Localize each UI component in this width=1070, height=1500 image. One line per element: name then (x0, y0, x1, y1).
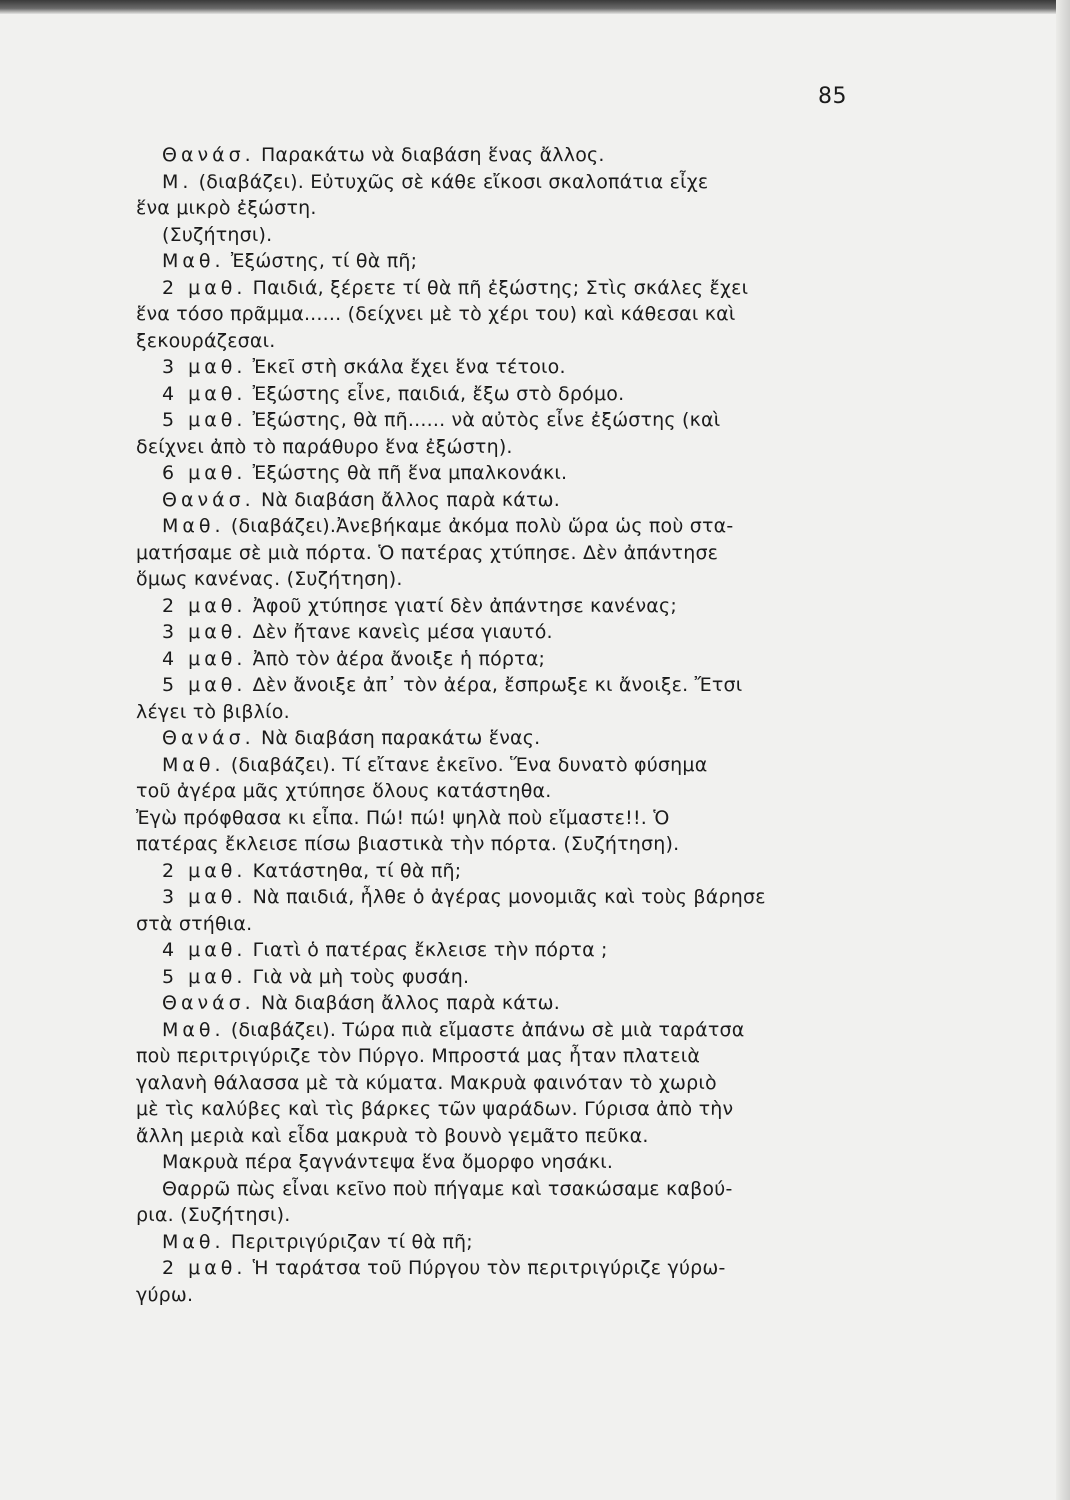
line-text: πατέρας ἔκλεισε πίσω βιαστικὰ τὴν πόρτα. (Συζήτηση). (136, 833, 680, 855)
text-line (136, 1229, 886, 1256)
text-line (136, 1043, 886, 1070)
line-text: Ἀφοῦ χτύπησε γιατί δὲν ἀπάντησε κανένας; (246, 594, 677, 617)
text-line (136, 1176, 886, 1203)
line-text: Νὰ διαβάση ἄλλος παρὰ κάτω. (254, 992, 560, 1014)
line-text: Ἐκεῖ στὴ σκάλα ἔχει ἕνα τέτοιο. (246, 356, 566, 378)
line-text: Θαρρῶ πὼς εἶναι κεῖνο ποὺ πήγαμε καὶ τσακώσαμε καβού- (162, 1177, 733, 1200)
text-line (136, 699, 886, 726)
speaker-label: Μαθ. (162, 1018, 225, 1041)
text-line (136, 142, 886, 169)
text-line (136, 1149, 886, 1176)
speaker-label: 2 μαθ. (162, 859, 247, 882)
line-text: Ἐξώστης, θὰ πῆ...... νὰ αὐτὸς εἶνε ἐξώστης (καὶ (246, 409, 721, 431)
speaker-label: 5 μαθ. (162, 965, 247, 988)
text-line (136, 434, 886, 461)
text-line (136, 381, 886, 408)
text-line (136, 354, 886, 381)
text-line (136, 1017, 886, 1044)
text-line (136, 805, 886, 832)
text-line (136, 275, 886, 302)
line-text: ξεκουράζεσαι. (136, 329, 276, 352)
line-text: ποὺ περιτριγύριζε τὸν Πύργο. Μπροστά μας ἦταν πλατειὰ (136, 1045, 701, 1067)
line-text: Ἐξώστης, τί θὰ πῆ; (224, 250, 418, 272)
text-line (136, 460, 886, 487)
text-line (136, 725, 886, 752)
line-text: Νὰ διαβάση παρακάτω ἕνας. (254, 727, 541, 749)
line-text: Ἀπὸ τὸν ἀέρα ἄνοιξε ἡ πόρτα; (246, 647, 546, 670)
text-line (136, 593, 886, 620)
speaker-label: 6 μαθ. (162, 462, 247, 484)
text-line (136, 646, 886, 673)
text-line (136, 752, 886, 779)
text-line (136, 911, 886, 938)
speaker-label: Μαθ. (162, 753, 225, 776)
text-line (136, 858, 886, 885)
line-text: Νὰ παιδιά, ἦλθε ὁ ἀγέρας μονομιᾶς καὶ τοὺς βάρησε (246, 886, 766, 908)
speaker-label: 2 μαθ. (162, 1257, 247, 1279)
line-text: Δὲν ἤτανε κανεὶς μέσα γιαυτό. (246, 621, 553, 643)
line-text: γύρω. (136, 1283, 194, 1306)
speaker-label: 3 μαθ. (162, 621, 247, 643)
line-text: ἕνα τόσο πρᾶμμα...... (δείχνει μὲ τὸ χέρι του) καὶ κάθεσαι καὶ (136, 303, 736, 325)
line-text: Παρακάτω νὰ διαβάση ἕνας ἄλλος. (254, 144, 605, 166)
line-text: γαλανὴ θάλασσα μὲ τὰ κύματα. Μακρυὰ φαινόταν τὸ χωριὸ (136, 1071, 717, 1094)
line-text: Μακρυὰ πέρα ξαγνάντεψα ἕνα ὄμορφο νησάκι. (162, 1151, 614, 1173)
line-text: Περιτριγύριζαν τί θὰ πῆ; (224, 1230, 473, 1253)
speaker-label: Μαθ. (162, 1230, 225, 1253)
page-number: 85 (818, 84, 847, 109)
line-text: ματήσαμε σὲ μιὰ πόρτα. Ὁ πατέρας χτύπησε. Δὲν ἀπάντησε (136, 541, 719, 564)
speaker-label: Θανάσ. (162, 727, 255, 749)
line-text: στὰ στήθια. (136, 912, 253, 935)
text-line (136, 1096, 886, 1123)
line-text: (διαβάζει). Τί εἴτανε ἐκεῖνο. Ἕνα δυνατὸ φύσημα (224, 753, 708, 776)
speaker-label: Μαθ. (162, 250, 225, 272)
text-line (136, 222, 886, 249)
line-text: Ἐξώστης εἶνε, παιδιά, ἔξω στὸ δρόμο. (246, 382, 625, 405)
speaker-label: 3 μαθ. (162, 356, 247, 378)
speaker-label: 5 μαθ. (162, 674, 247, 696)
line-text: Ἡ ταράτσα τοῦ Πύργου τὸν περιτριγύριζε γύρω- (246, 1257, 726, 1279)
line-text: τοῦ ἀγέρα μᾶς χτύπησε ὅλους κατάστηθα. (136, 780, 552, 802)
text-line (136, 487, 886, 514)
text-line (136, 990, 886, 1017)
dialogue-text (136, 142, 886, 1308)
speaker-label: 4 μαθ. (162, 382, 247, 405)
speaker-label: 3 μαθ. (162, 886, 247, 908)
text-line (136, 513, 886, 540)
text-line (136, 1070, 886, 1097)
line-text: ἄλλη μεριὰ καὶ εἶδα μακρυὰ τὸ βουνὸ γεμᾶτο πεῦκα. (136, 1124, 649, 1147)
text-line (136, 195, 886, 222)
line-text: δείχνει ἀπὸ τὸ παράθυρο ἕνα ἐξώστη). (136, 435, 513, 458)
scan-edge-top (0, 0, 1070, 14)
text-line (136, 328, 886, 355)
text-line (136, 831, 886, 858)
text-line (136, 301, 886, 328)
line-text: Κατάστηθα, τί θὰ πῆ; (246, 859, 462, 882)
speaker-label: Θανάσ. (162, 144, 255, 166)
line-text: Δὲν ἄνοιξε ἀπ᾽ τὸν ἀέρα, ἔσπρωξε κι ἄνοιξε. Ἔτσι (246, 674, 743, 696)
line-text: (διαβάζει). Εὐτυχῶς σὲ κάθε εἴκοσι σκαλοπάτια εἶχε (192, 170, 709, 193)
text-line (136, 1282, 886, 1309)
line-text: Νὰ διαβάση ἄλλος παρὰ κάτω. (254, 488, 560, 511)
speaker-label: 2 μαθ. (162, 594, 247, 617)
line-text: Γιὰ νὰ μὴ τοὺς φυσάη. (246, 965, 470, 988)
text-line (136, 1123, 886, 1150)
speaker-label: Θανάσ. (162, 488, 255, 511)
text-line (136, 672, 886, 699)
speaker-label: 4 μαθ. (162, 647, 247, 670)
line-text: Παιδιά, ξέρετε τί θὰ πῆ ἐξώστης; Στὶς σκάλες ἔχει (246, 276, 749, 299)
text-line (136, 1255, 886, 1282)
line-text: Γιατὶ ὁ πατέρας ἔκλεισε τὴν πόρτα ; (246, 939, 608, 961)
speaker-label: Μ. (162, 170, 193, 193)
speaker-label: 4 μαθ. (162, 939, 247, 961)
speaker-label: Μαθ. (162, 515, 225, 537)
line-text: μὲ τὶς καλύβες καὶ τὶς βάρκες τῶν ψαράδων. Γύρισα ἀπὸ τὴν (136, 1098, 734, 1120)
text-line (136, 169, 886, 196)
line-text: ἕνα μικρὸ ἐξώστη. (136, 197, 317, 219)
line-text: (διαβάζει).Ἀνεβήκαμε ἀκόμα πολὺ ὥρα ὡς ποὺ στα- (224, 515, 734, 537)
line-text: λέγει τὸ βιβλίο. (136, 700, 290, 723)
scan-edge-right (1056, 0, 1070, 1500)
text-line (136, 778, 886, 805)
text-line (136, 937, 886, 964)
text-line (136, 248, 886, 275)
text-line (136, 964, 886, 991)
line-text: (διαβάζει). Τώρα πιὰ εἴμαστε ἀπάνω σὲ μιὰ ταράτσα (224, 1018, 745, 1041)
line-text: (Συζήτησι). (162, 223, 273, 246)
text-line (136, 1202, 886, 1229)
line-text: Ἐξώστης θὰ πῆ ἕνα μπαλκονάκι. (246, 462, 568, 484)
line-text: Ἐγὼ πρόφθασα κι εἶπα. Πώ! πώ! ψηλὰ ποὺ εἴμαστε!!. Ὁ (136, 806, 670, 829)
line-text: ρια. (Συζήτησι). (136, 1204, 291, 1226)
text-line (136, 540, 886, 567)
text-line (136, 884, 886, 911)
speaker-label: 2 μαθ. (162, 276, 247, 299)
speaker-label: Θανάσ. (162, 992, 255, 1014)
text-line (136, 407, 886, 434)
speaker-label: 5 μαθ. (162, 409, 247, 431)
line-text: ὅμως κανένας. (Συζήτηση). (136, 568, 403, 590)
text-line (136, 619, 886, 646)
text-line (136, 566, 886, 593)
